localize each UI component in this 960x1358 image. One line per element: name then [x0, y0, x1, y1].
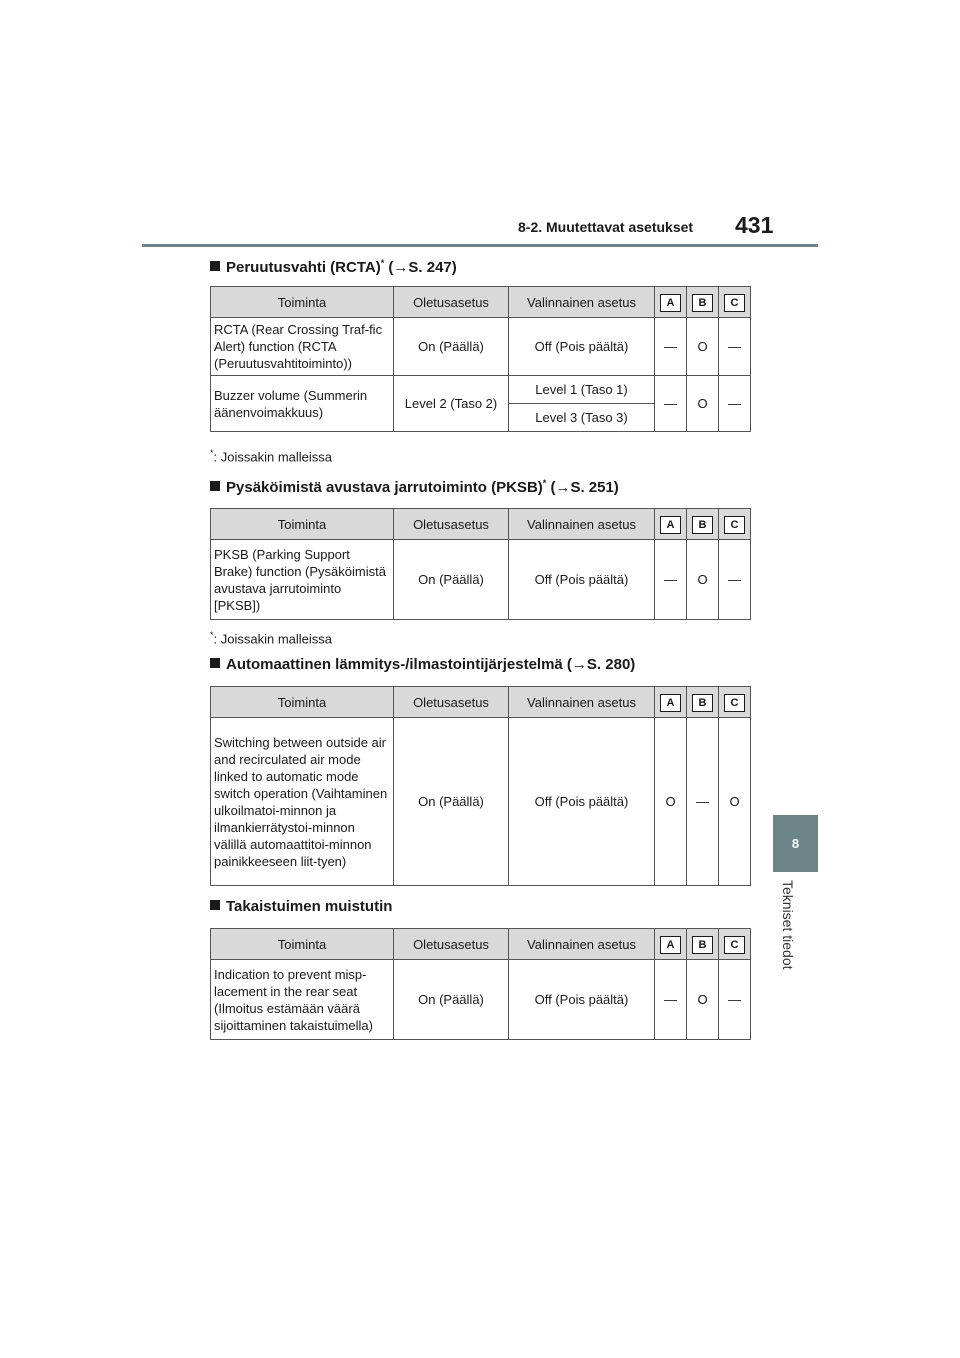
col-b-badge: B [692, 936, 713, 954]
header-divider [142, 244, 818, 247]
col-b-badge: B [692, 294, 713, 312]
col-a-badge: A [660, 936, 681, 954]
col-c-badge: C [724, 294, 745, 312]
table-row: Switching between outside air and recirculated air mode linked to automatic mode switch operation (Vaihtaminen ulkoilmatoi-minnon ja ilmankierrätystoi-minnon välillä automaattitoi-minnon painikkeeseen liit-tyen) On (Päällä) Off (Pois päältä) O — O [211, 718, 751, 886]
col-function: Toiminta [211, 929, 394, 960]
section-heading-pksb: Pysäköimistä avustava jarrutoiminto (PKSB)* (→S. 251) [210, 478, 619, 496]
col-optional: Valinnainen asetus [509, 287, 655, 318]
square-bullet-icon [210, 900, 220, 910]
footnote-pksb: *: Joissakin malleissa [210, 630, 333, 647]
col-c-badge: C [724, 694, 745, 712]
chapter-tab [773, 815, 818, 872]
col-function: Toiminta [211, 287, 394, 318]
square-bullet-icon [210, 481, 220, 491]
col-a-badge: A [660, 516, 681, 534]
col-default: Oletusasetus [394, 287, 509, 318]
table-row: Buzzer volume (Summerin äänenvoimakkuus) Level 2 (Taso 2) Level 1 (Taso 1) — O — [211, 376, 751, 404]
col-c-badge: C [724, 516, 745, 534]
chapter-number: 8 [791, 836, 800, 851]
settings-table-rear-seat [210, 928, 751, 1040]
col-optional: Valinnainen asetus [509, 687, 655, 718]
col-function: Toiminta [211, 687, 394, 718]
col-c-badge: C [724, 936, 745, 954]
chapter-label: Tekniset tiedot [780, 880, 796, 970]
square-bullet-icon [210, 261, 220, 271]
section-heading-rear-seat: Takaistuimen muistutin [210, 898, 392, 915]
settings-table-pksb [210, 508, 751, 620]
table-row: Level 3 (Taso 3) [211, 404, 751, 432]
col-a-badge: A [660, 294, 681, 312]
col-function: Toiminta [211, 509, 394, 540]
settings-table-climate [210, 686, 751, 886]
footnote-rcta: *: Joissakin malleissa [210, 448, 333, 465]
col-default: Oletusasetus [394, 509, 509, 540]
col-optional: Valinnainen asetus [509, 929, 655, 960]
col-a-badge: A [660, 694, 681, 712]
square-bullet-icon [210, 658, 220, 668]
table-row: RCTA (Rear Crossing Traf-fic Alert) function (RCTA (Peruutusvahtitoiminto)) On (Päällä) Off (Pois päältä) — O — [211, 318, 751, 376]
col-default: Oletusasetus [394, 929, 509, 960]
table-row: PKSB (Parking Support Brake) function (Pysäköimistä avustava jarrutoiminto [PKSB]) On (Päällä) Off (Pois päältä) — O — [211, 540, 751, 620]
table-row: Indication to prevent misp-lacement in the rear seat (Ilmoitus estämään väärä sijoittaminen takaistuimella) On (Päällä) Off (Pois päältä) — O — [211, 960, 751, 1040]
section-heading-climate: Automaattinen lämmitys-/ilmastointijärjestelmä (→S. 280) [210, 656, 635, 673]
col-b-badge: B [692, 694, 713, 712]
col-optional: Valinnainen asetus [509, 509, 655, 540]
page-number: 431 [735, 212, 774, 238]
section-title: 8-2. Muutettavat asetukset [518, 219, 694, 235]
col-b-badge: B [692, 516, 713, 534]
col-default: Oletusasetus [394, 687, 509, 718]
settings-table-rcta [210, 286, 751, 432]
section-heading-rcta: Peruutusvahti (RCTA)* (→S. 247) [210, 258, 457, 276]
